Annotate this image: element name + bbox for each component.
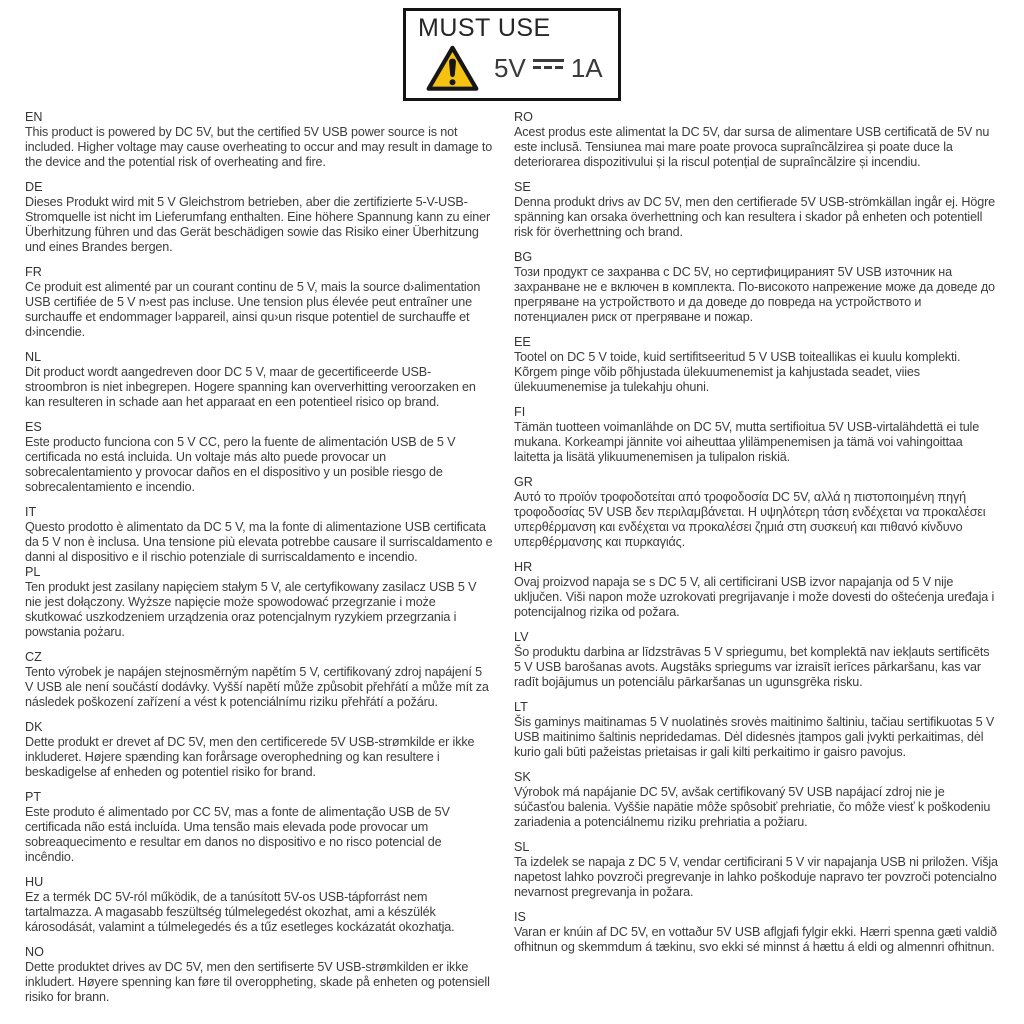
language-section: [514, 110, 998, 170]
language-section: [25, 350, 493, 410]
warning-text: Výrobok má napájanie DC 5V, avšak certifikovaný 5V USB napájací zdroj nie je súčasťou balenia. Vyššie napätie môže spôsobiť prehriatie, čo môže viesť k poškodeniu zariadenia a potenciálnemu riziku prehriatia a požiaru.: [514, 785, 991, 829]
must-use-banner: [403, 8, 621, 101]
language-code: RO: [514, 110, 533, 124]
language-section: [25, 505, 493, 565]
language-section: [25, 945, 493, 1005]
warning-text: Este produto é alimentado por CC 5V, mas a fonte de alimentação USB de 5V certificada não está incluída. Uma tensão mais elevada pode provocar um sobreaquecimento e resultar em danos no dispositivo e no risco potencial de incêndio.: [25, 805, 450, 864]
language-section: [25, 420, 493, 495]
warning-text: Този продукт се захранва с DC 5V, но сертифицираният 5V USB източник на захранване не е включен в комплекта. По-високото напрежение може да доведе до прегряване на устройството и да доведе до повреда на устройството и потенциален риск от прегряване и пожар.: [514, 265, 995, 324]
warning-text: Dieses Produkt wird mit 5 V Gleichstrom betrieben, aber die zertifizierte 5-V-USB-Stromquelle ist nicht im Lieferumfang enthalten. Eine höhere Spannung kann zu einer Überhitzung führen und das Gerät beschädigen sowie das Risiko einer Überhitzung und eines Brandes bergen.: [25, 195, 491, 254]
language-section: [514, 700, 998, 760]
warning-text: Dette produktet drives av DC 5V, men den sertifiserte 5V USB-strømkilden er ikke inkludert. Høyere spenning kan føre til overoppheting, skade på enheten og potensiell risiko for brann.: [25, 960, 490, 1004]
language-code: HR: [514, 560, 533, 574]
warning-text: This product is powered by DC 5V, but the certified 5V USB power source is not included. Higher voltage may cause overheating to occur and may result in damage to the device and the potential risk of overheating and fire.: [25, 125, 493, 169]
warning-text: Ez a termék DC 5V-ról működik, de a tanúsított 5V-os USB-tápforrást nem tartalmazza. A magasabb feszültség túlmelegedést okozhat, ami a készülék károsodását, valamint a túlmelegedés és a tűz esetleges kockázatát okozhatja.: [25, 890, 455, 934]
warning-text: Tämän tuotteen voimanlähde on DC 5V, mutta sertifioitua 5V USB-virtalähdettä ei tule mukana. Korkeampi jännite voi aiheuttaa ylilämpenemisen ja tämä voi vahingoittaa laitetta ja lisätä ylikuumenemisen ja tulipalon riskiä.: [514, 420, 980, 464]
language-code: HU: [25, 875, 44, 889]
warning-text: Ta izdelek se napaja z DC 5 V, vendar certificirani 5 V vir napajanja USB ni priložen. Višja napetost lahko povzroči pregrevanje in lahko poškoduje napravo ter povzroči potencialno nevarnost pregrevanja in požara.: [514, 855, 998, 899]
language-section: [25, 875, 493, 935]
warning-text: Questo prodotto è alimentato da DC 5 V, ma la fonte di alimentazione USB certificata da 5 V non è inclusa. Una tensione più elevata potrebbe causare il surriscaldamento e danni al dispositivo e il rischio potenziale di surriscaldamento e incendio.: [25, 520, 493, 564]
language-section: [25, 565, 493, 640]
language-section: [514, 560, 998, 620]
language-code: EE: [514, 335, 531, 349]
warning-text: Šo produktu darbina ar līdzstrāvas 5 V spriegumu, bet komplektā nav iekļauts sertificēts 5 V USB barošanas avots. Augstāks spriegums var izraisīt ierīces pārkaršanu, kas var radīt bojājumus un potenciālu pārkaršanas un ugunsgrēka risku.: [514, 645, 990, 689]
language-section: [25, 650, 493, 710]
language-code: IS: [514, 910, 526, 924]
language-code: ES: [25, 420, 42, 434]
language-code: LV: [514, 630, 529, 644]
dc-symbol-icon: [533, 59, 564, 69]
column-right: [514, 110, 998, 1015]
warning-text: Este producto funciona con 5 V CC, pero la fuente de alimentación USB de 5 V certificada no está incluida. Un voltaje más alto puede provocar un sobrecalentamiento y provocar daños en el dispositivo y un posible riesgo de sobrecalentamiento e incendio.: [25, 435, 456, 494]
language-code: BG: [514, 250, 533, 264]
power-spec: [494, 53, 603, 84]
language-section: [514, 475, 998, 550]
language-code: EN: [25, 110, 43, 124]
language-section: [514, 250, 998, 325]
warning-text: Šis gaminys maitinamas 5 V nuolatinės srovės maitinimo šaltiniu, tačiau sertifikuotas 5 V USB maitinimo šaltinis nepridedamas. Dėl didesnės įtampos gali įvykti perkaitimas, dėl kurio gali būti pažeistas prietaisas ir gali kilti perkaitimo ir gaisro pavojus.: [514, 715, 995, 759]
warning-text-columns: [0, 101, 1024, 1015]
language-section: [514, 840, 998, 900]
current-value: 1A: [570, 52, 603, 83]
warning-text: Αυτό το προϊόν τροφοδοτείται από τροφοδοσία DC 5V, αλλά η πιστοποιημένη πηγή τροφοδοσίας 5V USB δεν περιλαμβάνεται. Η υψηλότερη τάση ενδέχεται να προκαλέσει υπερθέρμανση και ενδέχεται να προκαλέσει ζημιά στη συσκευή και πιθανό κίνδυνο υπερθέρμανσης και πυρκαγιάς.: [514, 490, 986, 549]
language-code: GR: [514, 475, 533, 489]
language-section: [25, 720, 493, 780]
warning-text: Denna produkt drivs av DC 5V, men den certifierade 5V USB-strömkällan ingår ej. Högre spänning kan orsaka överhettning och kan resultera i skador på enheten och potentiell risk för överhettning och brand.: [514, 195, 995, 239]
language-code: PT: [25, 790, 42, 804]
language-code: NO: [25, 945, 44, 959]
language-section: [514, 335, 998, 395]
language-code: CZ: [25, 650, 42, 664]
warning-text: Dette produkt er drevet af DC 5V, men den certificerede 5V USB-strømkilde er ikke inkluderet. Højere spænding kan forårsage overophedning og kan resultere i beskadigelse af enheden og potentiel risiko for brand.: [25, 735, 475, 779]
language-code: NL: [25, 350, 42, 364]
warning-text: Ten produkt jest zasilany napięciem stałym 5 V, ale certyfikowany zasilacz USB 5 V nie jest dołączony. Wyższe napięcie może spowodować przegrzanie i może skutkować uszkodzeniem urządzenia oraz potencjalnym ryzykiem przegrzania i powstania pożaru.: [25, 580, 477, 639]
language-section: [514, 910, 998, 955]
warning-text: Acest produs este alimentat la DC 5V, dar sursa de alimentare USB certificată de 5V nu este inclusă. Tensiunea mai mare poate provoca supraîncălzirea și poate duce la deteriorarea dispozitivului și la riscul potențial de supraîncălzire și incendiu.: [514, 125, 990, 169]
language-code: PL: [25, 565, 41, 579]
language-section: [25, 110, 493, 170]
warning-text: Dit product wordt aangedreven door DC 5 V, maar de gecertificeerde USB-stroombron is niet inbegrepen. Hogere spanning kan oververhitting veroorzaken en kan resulteren in schade aan het apparaat en een potentieel risico op brand.: [25, 365, 476, 409]
language-code: FR: [25, 265, 42, 279]
warning-text: Ce produit est alimenté par un courant continu de 5 V, mais la source d›alimentation USB certifiée de 5 V n›est pas incluse. Une tension plus élevée peut entraîner une surchauffe et endommager l›appareil, ainsi qu›un risque potentiel de surchauffe et d›incendie.: [25, 280, 481, 339]
language-code: SL: [514, 840, 530, 854]
language-code: DE: [25, 180, 43, 194]
warning-triangle-icon: [424, 43, 481, 93]
column-left: [25, 110, 493, 1015]
warning-text: Tootel on DC 5 V toide, kuid sertifitseeritud 5 V USB toiteallikas ei kuulu komplekti. Kõrgem pinge võib põhjustada ülekuumenemist ja kahjustada seadet, viies ülekuumenemise ja tulekahju ohuni.: [514, 350, 961, 394]
language-section: [25, 265, 493, 340]
language-section: [25, 790, 493, 865]
warning-text: Tento výrobek je napájen stejnosměrným napětím 5 V, certifikovaný zdroj napájení 5 V USB ale není součástí dodávky. Vyšší napětí může způsobit přehřátí a může mít za následek poškození zařízení a vést k potenciálnímu riziku přehřátí a požáru.: [25, 665, 489, 709]
language-code: SK: [514, 770, 531, 784]
voltage-value: 5V: [494, 52, 526, 83]
language-section: [514, 770, 998, 830]
multilingual-safety-notice-page: [0, 8, 1024, 1024]
language-section: [514, 405, 998, 465]
language-section: [514, 630, 998, 690]
language-code: LT: [514, 700, 528, 714]
power-spec-row: [418, 43, 610, 93]
language-code: IT: [25, 505, 37, 519]
banner-title: MUST USE: [418, 14, 551, 42]
language-code: FI: [514, 405, 526, 419]
warning-text: Varan er knúin af DC 5V, en vottaður 5V USB aflgjafi fylgir ekki. Hærri spenna gæti valdið ofhitnun og skemmdum á tækinu, svo ekki sé minnst á hættu á eldi og almennri ofhitnun.: [514, 925, 997, 954]
language-code: SE: [514, 180, 531, 194]
language-section: [514, 180, 998, 240]
warning-text: Ovaj proizvod napaja se s DC 5 V, ali certificirani USB izvor napajanja od 5 V nije uključen. Viši napon može uzrokovati pregrijavanje i može dovesti do oštećenja uređaja i potencijalnog rizika od požara.: [514, 575, 995, 619]
language-section: [25, 180, 493, 255]
language-code: DK: [25, 720, 43, 734]
